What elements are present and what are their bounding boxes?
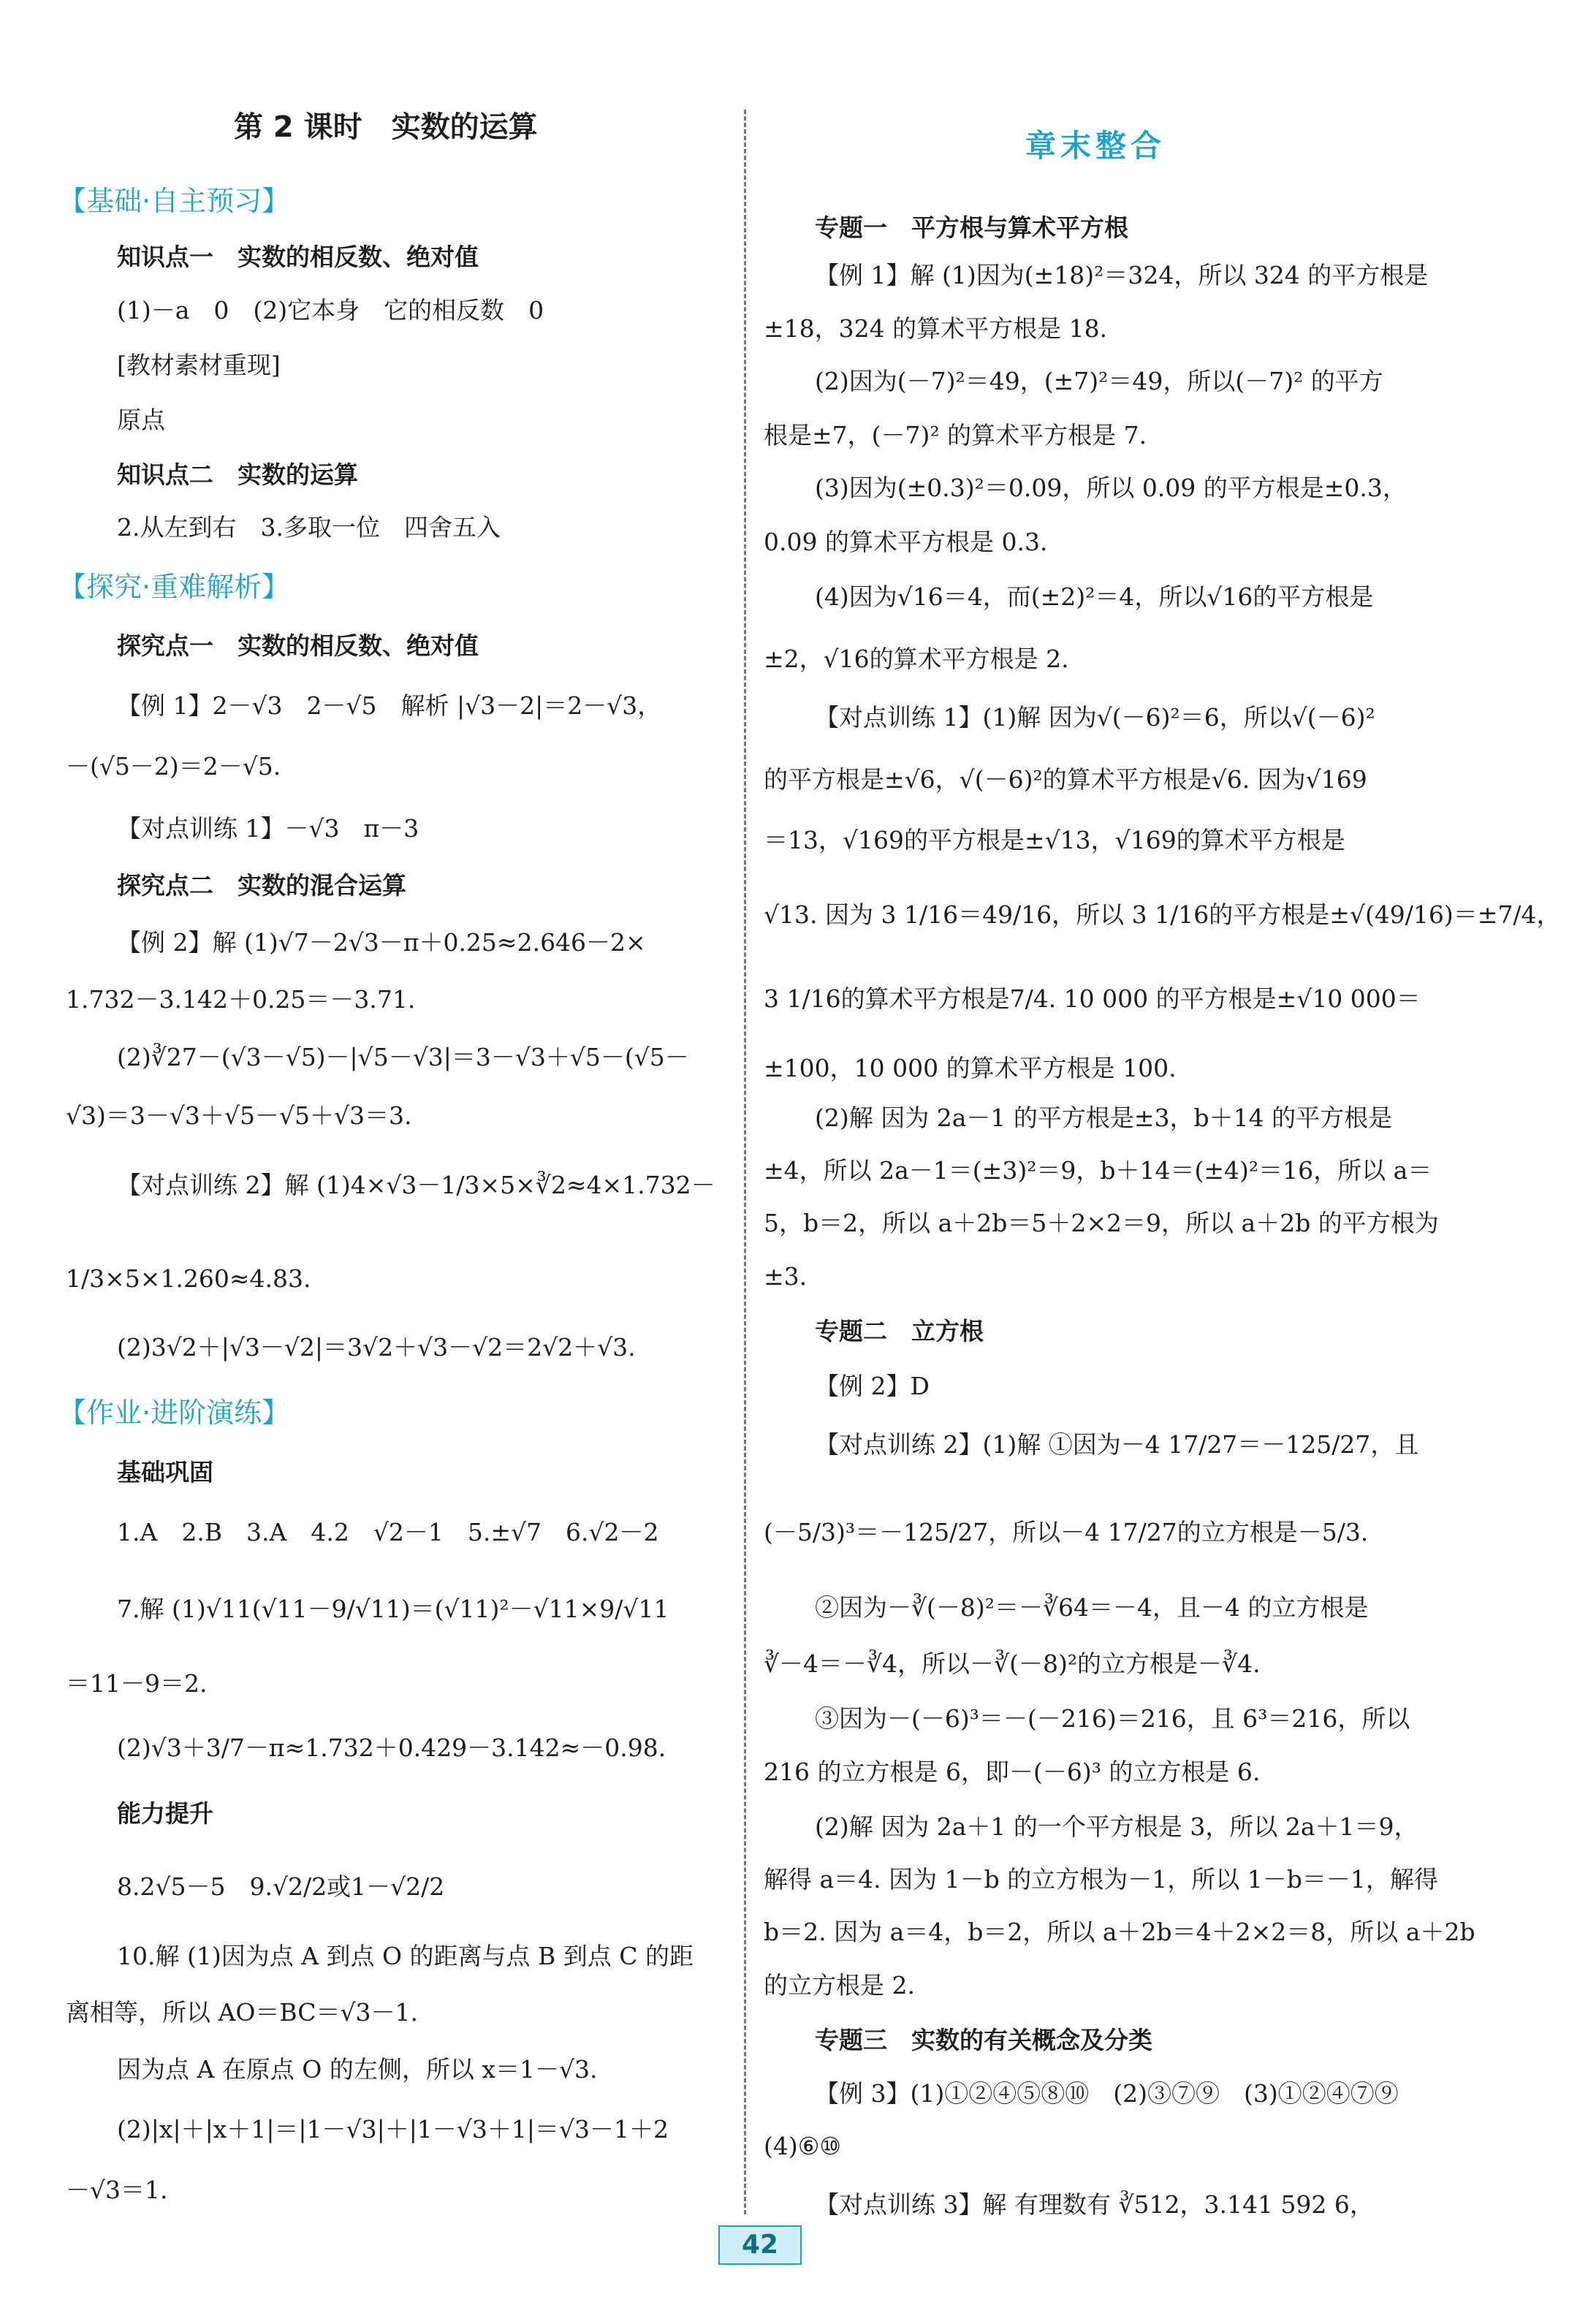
example-2-line-1: 【例 2】解 (1)√7－2√3－π＋0.25≈2.646－2× xyxy=(117,928,646,957)
r-practice-2-line-5: ③因为－(－6)³＝－(－216)＝216，且 6³＝216，所以 xyxy=(815,1704,1410,1733)
knowledge-point-1: 知识点一 实数的相反数、绝对值 xyxy=(117,243,479,271)
r-practice-2-line-9: b＝2. 因为 a＝4，b＝2，所以 a＋2b＝4＋2×2＝8，所以 a＋2b xyxy=(764,1918,1475,1946)
r-example-1-line-3: (2)因为(－7)²＝49，(±7)²＝49，所以(－7)² 的平方 xyxy=(815,367,1383,395)
page-number: 42 xyxy=(718,2225,802,2265)
knowledge-point-2: 知识点二 实数的运算 xyxy=(117,460,358,489)
r-practice-2-line-7: (2)解 因为 2a＋1 的一个平方根是 3，所以 2a＋1＝9， xyxy=(815,1812,1418,1841)
practice-2-line-2: 1/3×5×1.260≈4.83. xyxy=(66,1264,311,1293)
lesson-title: 第 2 课时 实数的运算 xyxy=(234,110,538,144)
r-practice-2-line-8: 解得 a＝4. 因为 1－b 的立方根为－1，所以 1－b＝－1，解得 xyxy=(764,1865,1438,1894)
section-header-homework: 【作业·进阶演练】 xyxy=(58,1397,290,1429)
r-example-3-line-1: 【例 3】(1)①②④⑤⑧⑩ (2)③⑦⑨ (3)①②④⑦⑨ xyxy=(815,2079,1399,2108)
r-practice-1-line-1: 【对点训练 1】(1)解 因为√(－6)²＝6，所以√(－6)² xyxy=(815,703,1375,732)
r-practice-2-line-1: 【对点训练 2】(1)解 ①因为－4 17/27＝－125/27，且 xyxy=(815,1430,1419,1459)
r-practice-3: 【对点训练 3】解 有理数有 ∛512，3.141 592 6， xyxy=(815,2190,1374,2219)
ability-improvement: 能力提升 xyxy=(117,1799,213,1828)
homework-7-line-2: ＝11－9＝2. xyxy=(66,1669,208,1698)
r-practice-1-line-3: ＝13，√169的平方根是±√13，√169的算术平方根是 xyxy=(764,826,1345,854)
homework-10-line-3: 因为点 A 在原点 O 的左侧，所以 x＝1－√3. xyxy=(117,2055,598,2084)
r-example-1-line-5: (3)因为(±0.3)²＝0.09，所以 0.09 的平方根是±0.3， xyxy=(815,474,1407,502)
explore-point-2: 探究点二 实数的混合运算 xyxy=(117,871,406,900)
r-example-1-line-6: 0.09 的算术平方根是 0.3. xyxy=(764,528,1048,556)
textbook-label: [教材素材重现] xyxy=(117,351,281,379)
r-example-1-line-7: (4)因为√16＝4，而(±2)²＝4，所以√16的平方根是 xyxy=(815,582,1374,611)
example-1-line-1: 【例 1】2－√3 2－√5 解析 |√3－2|＝2－√3， xyxy=(117,691,662,720)
homework-10-line-4: (2)|x|＋|x＋1|＝|1－√3|＋|1－√3＋1|＝√3－1＋2 xyxy=(117,2115,669,2143)
homework-8-9: 8.2√5－5 9.√2/2或1－√2/2 xyxy=(117,1872,445,1901)
r-example-1-line-4: 根是±7，(－7)² 的算术平方根是 7. xyxy=(764,421,1147,449)
r-practice-2-line-10: 的立方根是 2. xyxy=(764,1971,915,2000)
example-2-line-2: 1.732－3.142＋0.25＝－3.71. xyxy=(66,985,416,1014)
chapter-summary-title: 章末整合 xyxy=(1025,128,1166,164)
example-1-line-2: －(√5－2)＝2－√5. xyxy=(66,752,281,781)
example-2-line-3: (2)∛27－(√3－√5)－|√5－√3|＝3－√3＋√5－(√5－ xyxy=(117,1043,689,1071)
kp2-answer: 2.从左到右 3.多取一位 四舍五入 xyxy=(117,513,501,542)
topic-1-heading: 专题一 平方根与算术平方根 xyxy=(815,213,1128,242)
r-practice-1-line-6: ±100，10 000 的算术平方根是 100. xyxy=(764,1054,1177,1082)
topic-2-heading: 专题二 立方根 xyxy=(815,1317,984,1345)
kp1-answer: (1)－a 0 (2)它本身 它的相反数 0 xyxy=(117,296,544,324)
r-example-1-line-1: 【例 1】解 (1)因为(±18)²＝324，所以 324 的平方根是 xyxy=(815,261,1429,289)
r-practice-1-line-4: √13. 因为 3 1/16＝49/16，所以 3 1/16的平方根是±√(49/16)＝±7/4， xyxy=(764,900,1561,929)
r-practice-1-line-2: 的平方根是±√6，√(－6)²的算术平方根是√6. 因为√169 xyxy=(764,765,1367,794)
basic-consolidation: 基础巩固 xyxy=(117,1458,213,1486)
origin-answer: 原点 xyxy=(117,406,165,434)
r-example-1-line-8: ±2，√16的算术平方根是 2. xyxy=(764,645,1069,673)
r-practice-2-line-3: ②因为－∛(－8)²＝－∛64＝－4，且－4 的立方根是 xyxy=(815,1593,1369,1622)
r-practice-2-line-6: 216 的立方根是 6，即－(－6)³ 的立方根是 6. xyxy=(764,1758,1261,1786)
r-practice-1-line-10: ±3. xyxy=(764,1262,808,1291)
r-practice-1-line-7: (2)解 因为 2a－1 的平方根是±3，b＋14 的平方根是 xyxy=(815,1104,1393,1132)
homework-answers-1-6: 1.A 2.B 3.A 4.2 √2－1 5.±√7 6.√2－2 xyxy=(117,1518,659,1546)
r-example-3-line-2: (4)⑥⑩ xyxy=(764,2132,841,2160)
r-example-2: 【例 2】D xyxy=(815,1372,930,1400)
r-practice-1-line-8: ±4，所以 2a－1＝(±3)²＝9，b＋14＝(±4)²＝16，所以 a＝ xyxy=(764,1156,1432,1185)
homework-10-line-1: 10.解 (1)因为点 A 到点 O 的距离与点 B 到点 C 的距 xyxy=(117,1942,694,1970)
column-divider xyxy=(744,110,746,2214)
r-practice-1-line-9: 5，b＝2，所以 a＋2b＝5＋2×2＝9，所以 a＋2b 的平方根为 xyxy=(764,1209,1439,1237)
homework-10-line-2: 离相等，所以 AO＝BC＝√3－1. xyxy=(66,1998,418,2027)
section-header-explore: 【探究·重难解析】 xyxy=(58,571,290,603)
homework-7-line-3: (2)√3＋3/7－π≈1.732＋0.429－3.142≈－0.98. xyxy=(117,1733,666,1762)
practice-1: 【对点训练 1】－√3 π－3 xyxy=(117,814,419,843)
section-header-preview: 【基础·自主预习】 xyxy=(58,185,290,217)
homework-10-line-5: －√3＝1. xyxy=(66,2176,168,2204)
topic-3-heading: 专题三 实数的有关概念及分类 xyxy=(815,2026,1152,2054)
practice-2-line-1: 【对点训练 2】解 (1)4×√3－1/3×5×∛2≈4×1.732－ xyxy=(117,1171,715,1199)
practice-2-line-3: (2)3√2＋|√3－√2|＝3√2＋√3－√2＝2√2＋√3. xyxy=(117,1333,636,1362)
r-practice-2-line-2: (－5/3)³＝－125/27，所以－4 17/27的立方根是－5/3. xyxy=(764,1518,1369,1546)
example-2-line-4: √3)＝3－√3＋√5－√5＋√3＝3. xyxy=(66,1101,412,1130)
r-practice-1-line-5: 3 1/16的算术平方根是7/4. 10 000 的平方根是±√10 000＝ xyxy=(764,984,1421,1013)
r-example-1-line-2: ±18，324 的算术平方根是 18. xyxy=(764,314,1108,343)
explore-point-1: 探究点一 实数的相反数、绝对值 xyxy=(117,631,479,660)
homework-7-line-1: 7.解 (1)√11(√11－9/√11)＝(√11)²－√11×9/√11 xyxy=(117,1595,669,1623)
r-practice-2-line-4: ∛－4＝－∛4，所以－∛(－8)²的立方根是－∛4. xyxy=(764,1649,1261,1678)
